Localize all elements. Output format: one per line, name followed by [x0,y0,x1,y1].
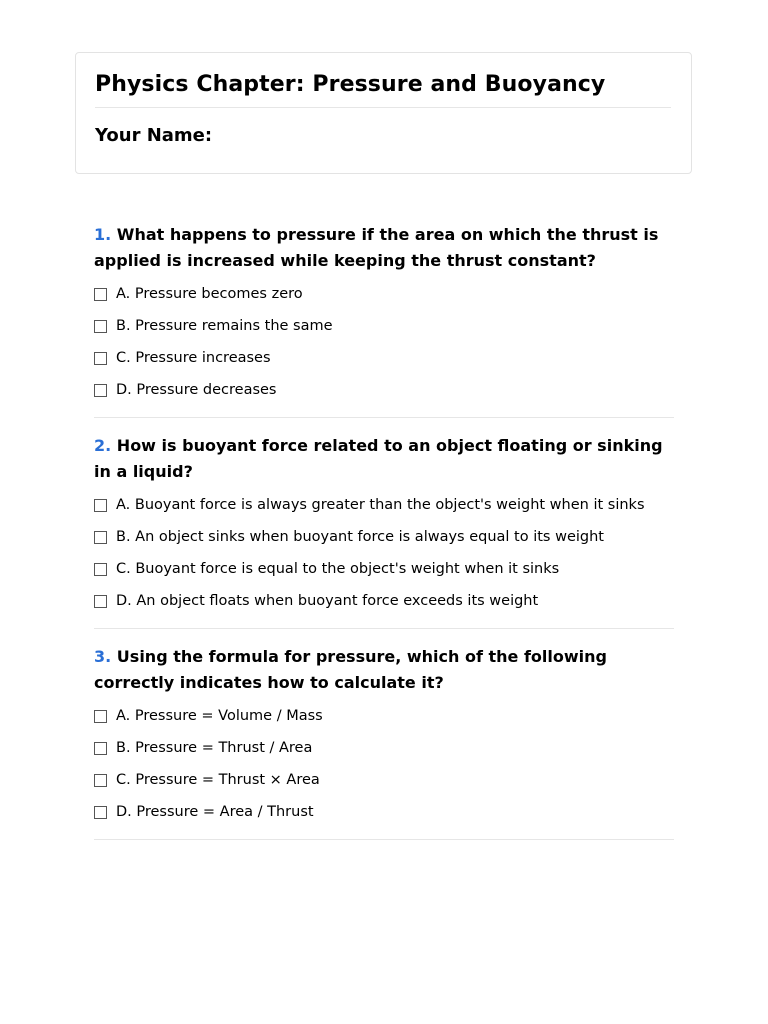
option-item[interactable] [94,769,674,791]
option-checkbox[interactable] [94,531,107,544]
option-label: D. Pressure = Area / Thrust [116,804,314,820]
question-2 [94,433,674,629]
option-item[interactable] [94,558,674,580]
option-checkbox[interactable] [94,352,107,365]
option-label: B. An object sinks when buoyant force is always equal to its weight [116,529,604,545]
question-number: 1. [94,225,112,244]
title-divider [95,107,671,108]
option-item[interactable] [94,315,674,337]
question-list [94,222,674,855]
question-prompt: How is buoyant force related to an object floating or sinking in a liquid? [94,436,663,481]
option-checkbox[interactable] [94,288,107,301]
option-label: A. Pressure = Volume / Mass [116,708,323,724]
option-checkbox[interactable] [94,320,107,333]
question-text [94,644,674,695]
option-item[interactable] [94,526,674,548]
option-label: B. Pressure = Thrust / Area [116,740,313,756]
option-list [94,494,674,612]
question-text [94,222,674,273]
option-item[interactable] [94,590,674,612]
option-checkbox[interactable] [94,774,107,787]
option-item[interactable] [94,801,674,823]
option-checkbox[interactable] [94,806,107,819]
option-checkbox[interactable] [94,595,107,608]
option-item[interactable] [94,494,674,516]
option-list [94,283,674,401]
option-item[interactable] [94,705,674,727]
option-label: D. An object floats when buoyant force exceeds its weight [116,593,539,609]
option-label: A. Pressure becomes zero [116,286,303,302]
question-prompt: Using the formula for pressure, which of the following correctly indicates how to calculate it? [94,647,607,692]
question-3 [94,644,674,840]
name-label: Your Name: [95,125,213,146]
option-list [94,705,674,823]
option-label: D. Pressure decreases [116,382,277,398]
question-text [94,433,674,484]
option-label: B. Pressure remains the same [116,318,333,334]
option-label: C. Pressure increases [116,350,271,366]
option-item[interactable] [94,283,674,305]
option-label: C. Buoyant force is equal to the object's weight when it sinks [116,561,560,577]
option-checkbox[interactable] [94,499,107,512]
question-prompt: What happens to pressure if the area on which the thrust is applied is increased while keeping the thrust constant? [94,225,659,270]
option-label: A. Buoyant force is always greater than the object's weight when it sinks [116,497,645,513]
option-item[interactable] [94,737,674,759]
question-1 [94,222,674,418]
option-item[interactable] [94,347,674,369]
option-item[interactable] [94,379,674,401]
option-checkbox[interactable] [94,384,107,397]
question-number: 2. [94,436,112,455]
option-checkbox[interactable] [94,710,107,723]
option-checkbox[interactable] [94,742,107,755]
header-card [75,52,692,174]
option-label: C. Pressure = Thrust × Area [116,772,320,788]
page-title: Physics Chapter: Pressure and Buoyancy [95,72,606,97]
question-number: 3. [94,647,112,666]
option-checkbox[interactable] [94,563,107,576]
